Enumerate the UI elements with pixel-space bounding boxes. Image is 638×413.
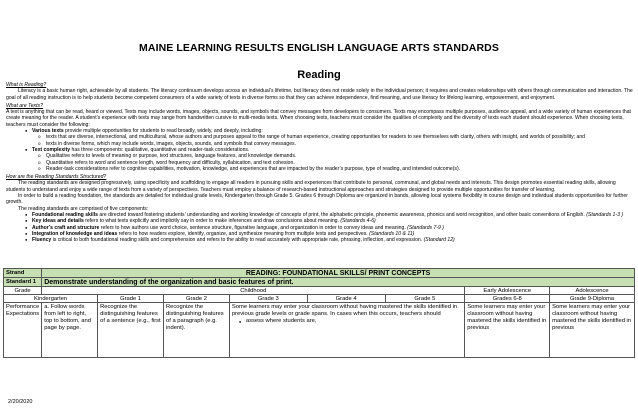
paragraph-what-are-texts: A text is anything that can be read, heard or viewed. Texts may include words, images, objects, sounds, and symbols that convey messages from developers to consumers. Texts may encompass multiple purposes, audience appeal, and a wide variety of human experiences that create meaning for the reader. A student’s experience with texts may range from handwritten cursive to multi-media texts. When choosing texts, teachers must consider the qualities of complexity and the diversity of texts each student should experience. When choosing texts, teachers must consider the following: <box>6 109 631 128</box>
pe-grade-9-diploma <box>550 303 635 358</box>
text-complexity-sublist <box>46 153 634 172</box>
sublist-item: o Qualitative refers to levels of meaning or purpose, text structures, language features, and knowledge demands. <box>46 153 634 159</box>
component-text: refers to what texts explicitly and implicitly say in order to make inferences and draw conclusions about meaning. <box>83 218 341 225</box>
component-text: refers to how readers explore, identify, organize, and synthesize meaning from multiple texts and perspectives. <box>117 230 370 237</box>
pe-grades-3-5-content <box>232 304 462 357</box>
pe-kindergarten <box>42 303 98 358</box>
grade-header: Grades 6-8 <box>465 295 550 303</box>
grade-header: Grade 1 <box>98 295 164 303</box>
component-ref: (Standards 10 & 11) <box>369 230 415 237</box>
paragraph-structure-2: In order to build a reading foundation, the standards are detailed for individual grade levels, Kindergarten through Grade 5. Grades 6 through Diploma are organized in bands, allowing local systems flexibility in course design and individual students opportunities for further growth. <box>6 193 628 206</box>
grade-header: Grade 2 <box>164 295 230 303</box>
paragraph-what-is-reading: Literacy is a basic human right, achievable by all students. The literacy continuum develops across an individual’s lifetime, but literacy does not reside solely in the individual person; it requires and creates relationships with others through communication and interaction. The goal of all reading instruction is to help students become competent consumers of a wide variety of texts in diverse forms so that they can achieve independence, find meaning, and use literacy for lifelong learning, empowerment, and enjoyment. <box>6 88 633 101</box>
sublist-item: o texts in diverse forms, which may include words, images, objects, sounds, and symbols that convey messages. <box>46 141 634 147</box>
component-ref: (Standards 4-6) <box>340 218 376 225</box>
document-title: MAINE LEARNING RESULTS ENGLISH LANGUAGE ARTS STANDARDS <box>139 42 499 54</box>
heading-what-are-texts: What are Texts? <box>6 102 43 109</box>
footer-date: 2/20/2020 <box>8 399 33 405</box>
band-early-adolescence: Early Adolescence <box>465 287 550 295</box>
component-ref: (Standards 1-3 ) <box>586 211 624 218</box>
component-ref: (Standard 12) <box>423 237 455 244</box>
pe-grade-1-text: Recognize the distinguishing features of a sentence (e.g., first <box>100 303 161 324</box>
pe-grade-2-text: Recognize the distinguishing features of a paragraph (e.g. indent). <box>166 303 224 332</box>
list-item-various-texts <box>32 128 634 147</box>
pe-grades-3-5-bullet: ● assess where students are, <box>246 318 462 325</box>
band-childhood: Childhood <box>42 287 465 295</box>
pe-grade-2 <box>164 303 230 358</box>
paragraph-structure-1: The reading standards are designed progressively, using specificity and scaffolding to engage all readers in pursuing skills and experiences that contribute to personal, communal, and global needs and interests. This design promotes essential reading skills, allowing students to understand and enjoy a wide range of texts from a variety of perspectives. Teachers must employ a balance of research-based instructional approaches and strategies designed to provide multiple opportunities for transfer of learning. <box>6 180 616 193</box>
strand-value: READING: FOUNDATIONAL SKILLS/ PRINT CONCEPTS <box>42 269 635 278</box>
standard-row <box>4 278 635 287</box>
pe-label-text: Performance Expectations <box>6 303 40 317</box>
pe-grades-3-5 <box>229 303 464 358</box>
grade-header: Kindergarten <box>4 295 98 303</box>
pe-grades-6-8-text: Some learners may enter your classroom without having mastered the skills identified in previous <box>467 303 547 332</box>
paragraph-structure-3: The reading standards are comprised of five components: <box>18 205 149 212</box>
component-label: Key ideas and details <box>32 218 84 225</box>
text-considerations-list <box>32 128 634 172</box>
grade-header: Grade 5 <box>385 295 465 303</box>
various-texts-label: Various texts <box>32 128 64 135</box>
pe-grades-3-5-list <box>246 318 462 325</box>
standard-label: Standard 1 <box>4 278 42 287</box>
band-row <box>4 287 635 295</box>
pe-grade-9-diploma-text: Some learners may enter your classroom without having mastered the skills identified in previous <box>552 303 632 332</box>
heading-what-is-reading: What is Reading? <box>6 82 47 88</box>
standard-value: Demonstrate understanding of the organization and basic features of print. <box>42 278 635 287</box>
component-text: is critical to both foundational reading skills and comprehension and refers to the ability to read accurately with appropriate rate, phrasing, inflection, and expression. <box>51 237 424 244</box>
component-ref: (Standards 7-9 ) <box>407 224 444 231</box>
grade-header: Grade 3 <box>229 295 307 303</box>
component-label: Fluency <box>32 237 52 244</box>
text-complexity-label: Text complexity <box>32 146 71 153</box>
various-texts-text: provide multiple opportunities for students to read broadly, widely, and deeply, including: <box>63 128 263 135</box>
list-item-text-complexity <box>32 147 634 172</box>
performance-expectations-row <box>4 303 635 358</box>
grade-header: Grade 9-Diploma <box>550 295 635 303</box>
sublist-item: o Reader-task considerations refer to cognitive capabilities, motivation, knowledge, and experiences that are impacted by the reader’s purpose, type of reading, and intended outcome(s). <box>46 166 634 172</box>
strand-label: Strand <box>4 269 42 278</box>
pe-grades-3-5-text: Some learners may enter your classroom without having mastered the skills identified in previous grade levels or grade spans. In cases when this occurs, teachers should <box>231 303 458 317</box>
band-adolescence: Adolescence <box>550 287 635 295</box>
various-texts-sublist <box>46 134 634 147</box>
pe-kindergarten-text: a. Follow words from left to right, top to bottom, and page by page. <box>44 303 91 332</box>
component-text: refers to how authors use word choice, sentence structure, figurative language, and organization in order to convey ideas and meaning. <box>99 224 408 231</box>
document-body <box>6 82 634 243</box>
component-label: Integration of knowledge and ideas <box>32 230 118 237</box>
component-text: are directed toward fostering students’ understanding and working knowledge of concepts of print, the alphabetic principle, phonemic awareness, phonics and word recognition, and other basic conventions of English. <box>97 211 587 218</box>
section-title: Reading <box>297 69 341 81</box>
grades-row <box>4 295 635 303</box>
component-label: Author’s craft and structure <box>32 224 100 231</box>
pe-grade-1 <box>98 303 164 358</box>
components-list <box>32 212 634 243</box>
sublist-item: o texts that are diverse, intersectional, and multicultural, whose authors and purposes appeal to the range of human experience, creating opportunities for readers to see themselves with clarity, others with insight, and worlds of possibility; and <box>46 134 634 140</box>
component-item <box>32 237 634 243</box>
text-complexity-text: has three components: qualitative, quantitative and reader-task considerations. <box>70 146 250 153</box>
sublist-item: o Quantitative refers to word and sentence length, word frequency and difficulty, syllabication, and text cohesion. <box>46 160 634 166</box>
grade-header: Grade 4 <box>307 295 385 303</box>
component-label: Foundational reading skills <box>32 211 98 218</box>
strand-row <box>4 269 635 278</box>
pe-grades-6-8 <box>465 303 550 358</box>
grade-label: Grade <box>4 287 42 295</box>
pe-label <box>4 303 42 358</box>
heading-standards-structure: How are the Reading Standards Structured? <box>6 174 107 181</box>
standards-table <box>3 268 635 358</box>
